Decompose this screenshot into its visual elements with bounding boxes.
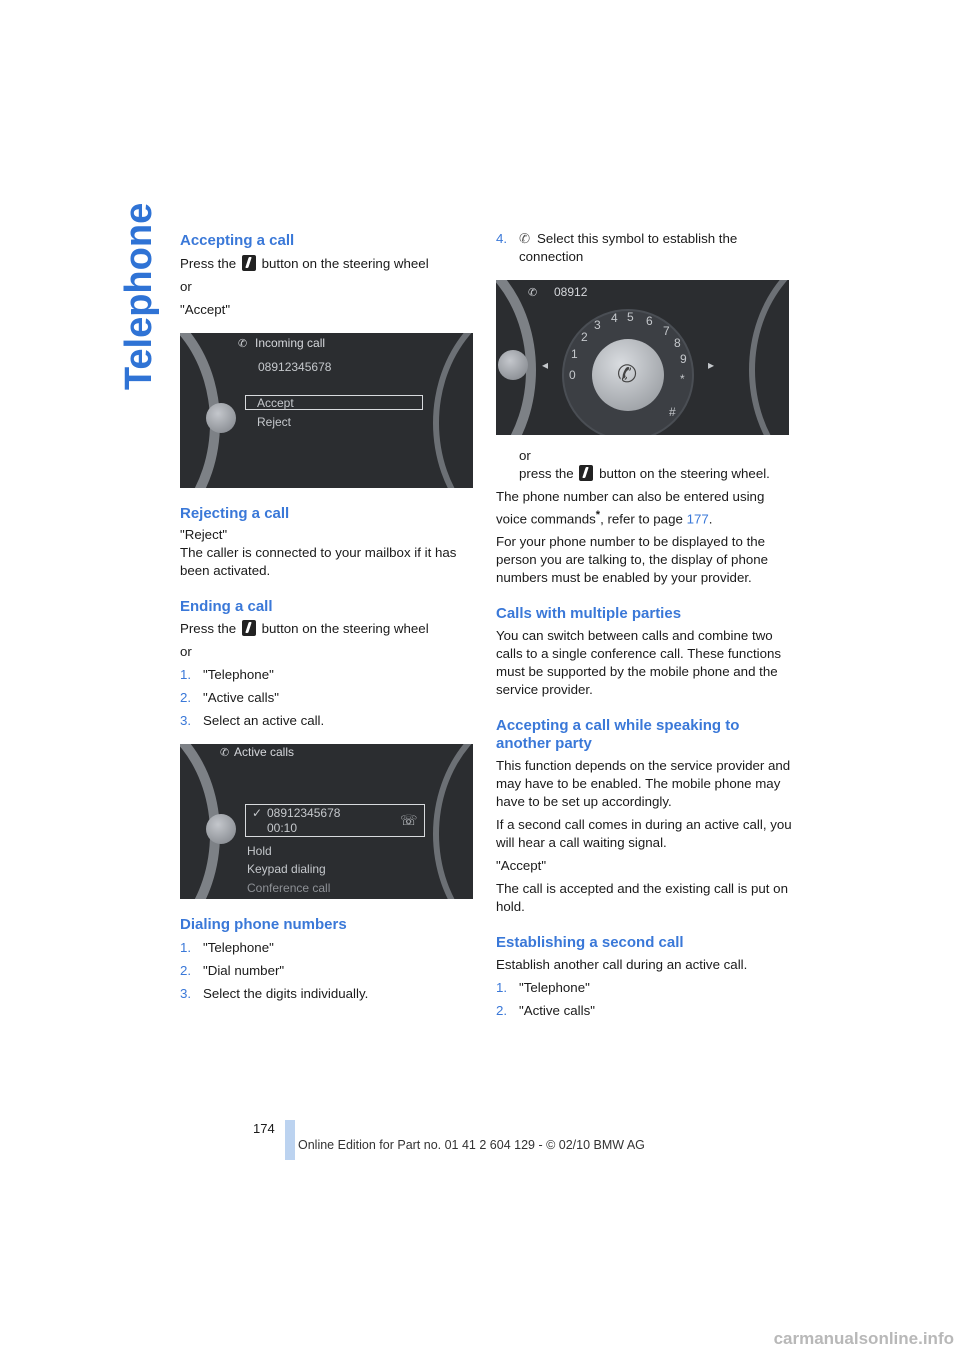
list-item [180,712,475,730]
active-calls-screen [180,744,473,899]
watermark: carmanualsonline.info [773,1329,954,1348]
step-number: 1. [496,980,508,996]
second-call-text: Establish another call during an active call. [496,957,748,973]
multiple-parties-text: You can switch between calls and combine two calls to a single conference call. These functions must be supported by the mobile phone and the service provider. [496,628,782,698]
screen-edge [433,333,473,488]
step-number: 3. [180,986,192,1001]
right-column [496,228,792,1020]
step-number: 2. [496,1003,508,1019]
incoming-call-screen [180,333,473,488]
menu-item-conference-call[interactable]: Conference call [247,881,331,895]
voice-commands-text [496,488,792,528]
or-text: or [180,644,192,659]
menu-item-reject[interactable]: Reject [257,415,292,429]
menu-item-accept[interactable]: Accept [257,396,294,410]
list-item [180,985,475,1003]
press-text [496,465,792,483]
controller-knob-icon [206,814,236,844]
digit[interactable]: # [669,405,676,419]
phone-menu-icon: ✆ [220,747,230,759]
footer-edition-text: Online Edition for Part no. 01 41 2 604 129 - © 02/10 BMW AG [298,1138,645,1152]
check-icon: ✓ [252,806,263,820]
phone-menu-icon: ✆ [528,287,538,299]
text-fragment: button on the steering wheel [261,256,429,271]
step-text: "Active calls" [519,1003,595,1019]
digit[interactable]: 2 [581,330,588,344]
text-fragment: The phone number can also be entered using voice commands [496,489,765,527]
reject-desc: The caller is connected to your mailbox if it has been activated. [180,545,457,578]
menu-item-keypad-dialing[interactable]: Keypad dialing [247,862,326,876]
phone-menu-icon: ✆ [238,338,248,350]
list-item [496,230,792,266]
step-text [519,230,792,266]
left-column [180,228,475,1003]
menu-item-hold[interactable]: Hold [247,844,272,858]
text-fragment: press the [519,466,574,481]
page-number: 174 [253,1121,275,1136]
list-item [496,979,792,997]
footer-bar [285,1120,295,1160]
digit[interactable]: 3 [594,318,601,332]
call-icon: ✆ [617,361,638,388]
step-number: 1. [180,667,192,682]
text-fragment: button on the steering wheel [261,621,429,636]
digit[interactable]: 6 [646,314,653,328]
arrow-left-icon[interactable]: ◂ [542,358,549,372]
step-number: 3. [180,713,192,728]
controller-knob-icon [206,403,236,433]
second-call-steps [496,979,792,1020]
heading-ending-call: Ending a call [180,598,273,615]
accept-while-text-3: The call is accepted and the existing call is put on hold. [496,881,788,915]
text-fragment: , refer to page [600,511,687,527]
accept-menu-text: "Accept" [180,302,231,317]
caller-number: 08912345678 [258,360,332,374]
reject-menu-text: "Reject" [180,527,228,542]
digit[interactable]: * [680,372,685,386]
screen-title: Active calls [234,745,295,759]
list-item [180,939,475,957]
heading-accepting-call: Accepting a call [180,232,295,249]
step-text: "Telephone" [519,980,590,996]
heading-rejecting-call: Rejecting a call [180,505,290,522]
screen-edge [749,280,789,435]
digit[interactable]: 4 [611,311,618,325]
list-item [180,689,475,707]
digit[interactable]: 9 [680,352,687,366]
steering-wheel-phone-button-icon [242,255,256,271]
arrow-right-icon[interactable]: ▸ [708,358,715,372]
step-number: 1. [180,940,192,955]
heading-dialing-numbers: Dialing phone numbers [180,916,347,933]
text-fragment: . [708,511,713,527]
dialing-steps [180,939,475,1003]
step-text: "Telephone" [203,940,274,955]
entered-digits: 08912 [554,285,588,299]
display-number-text: For your phone number to be displayed to the person you are talking to, the display of phone numbers must be enabled by your provider. [496,534,769,586]
screen-title: Incoming call [255,336,326,350]
accept-menu-text: "Accept" [496,858,547,874]
list-item [496,1002,792,1020]
heading-second-call: Establishing a second call [496,934,684,952]
heading-multiple-parties: Calls with multiple parties [496,605,682,623]
step-text: "Active calls" [203,690,279,705]
accept-press-text [180,255,475,273]
digit[interactable]: 1 [571,347,578,361]
text-fragment: Select this symbol to establish the connection [519,231,738,264]
text-fragment: Press the [180,256,237,271]
accept-while-text-2: If a second call comes in during an active call, you will hear a call waiting signal. [496,817,792,851]
steering-wheel-phone-button-icon [579,465,593,481]
screen-edge [433,744,473,899]
heading-accept-while-speaking: Accepting a call while speaking to another party [496,717,740,753]
list-item [180,962,475,980]
dialing-step-4 [496,230,792,266]
digit[interactable]: 0 [569,368,576,382]
end-press-text [180,620,475,638]
text-fragment: button on the steering wheel. [599,466,770,481]
step-number: 4. [496,231,508,246]
controller-knob-icon [498,350,528,380]
step-text: "Telephone" [203,667,274,682]
step-number: 2. [180,690,192,705]
optional-equipment-marker: * [595,509,601,521]
section-title: Telephone [118,202,160,390]
section-tab [118,202,160,390]
hang-up-icon[interactable]: ☏ [400,812,418,828]
page-reference-link[interactable]: 177 [686,511,709,527]
call-duration: 00:10 [267,821,298,835]
accept-while-text-1: This function depends on the service provider and may have to be enabled. The mobile phone may have to be set up accordingly. [496,758,791,810]
list-item [180,666,475,684]
step-text: Select an active call. [203,713,325,728]
or-text: or [519,448,531,463]
active-call-number[interactable]: 08912345678 [267,806,341,820]
dial-number-screen [496,280,789,435]
text-fragment: Press the [180,621,237,636]
or-text: or [180,279,192,294]
digit[interactable]: 8 [674,336,681,350]
step-number: 2. [180,963,192,978]
steering-wheel-phone-button-icon [242,620,256,636]
step-text: "Dial number" [203,963,285,978]
digit[interactable]: 5 [627,310,634,324]
ending-steps [180,666,475,730]
phone-handset-icon: ✆ [519,231,531,246]
digit[interactable]: 7 [663,324,670,338]
step-text: Select the digits individually. [203,986,369,1001]
